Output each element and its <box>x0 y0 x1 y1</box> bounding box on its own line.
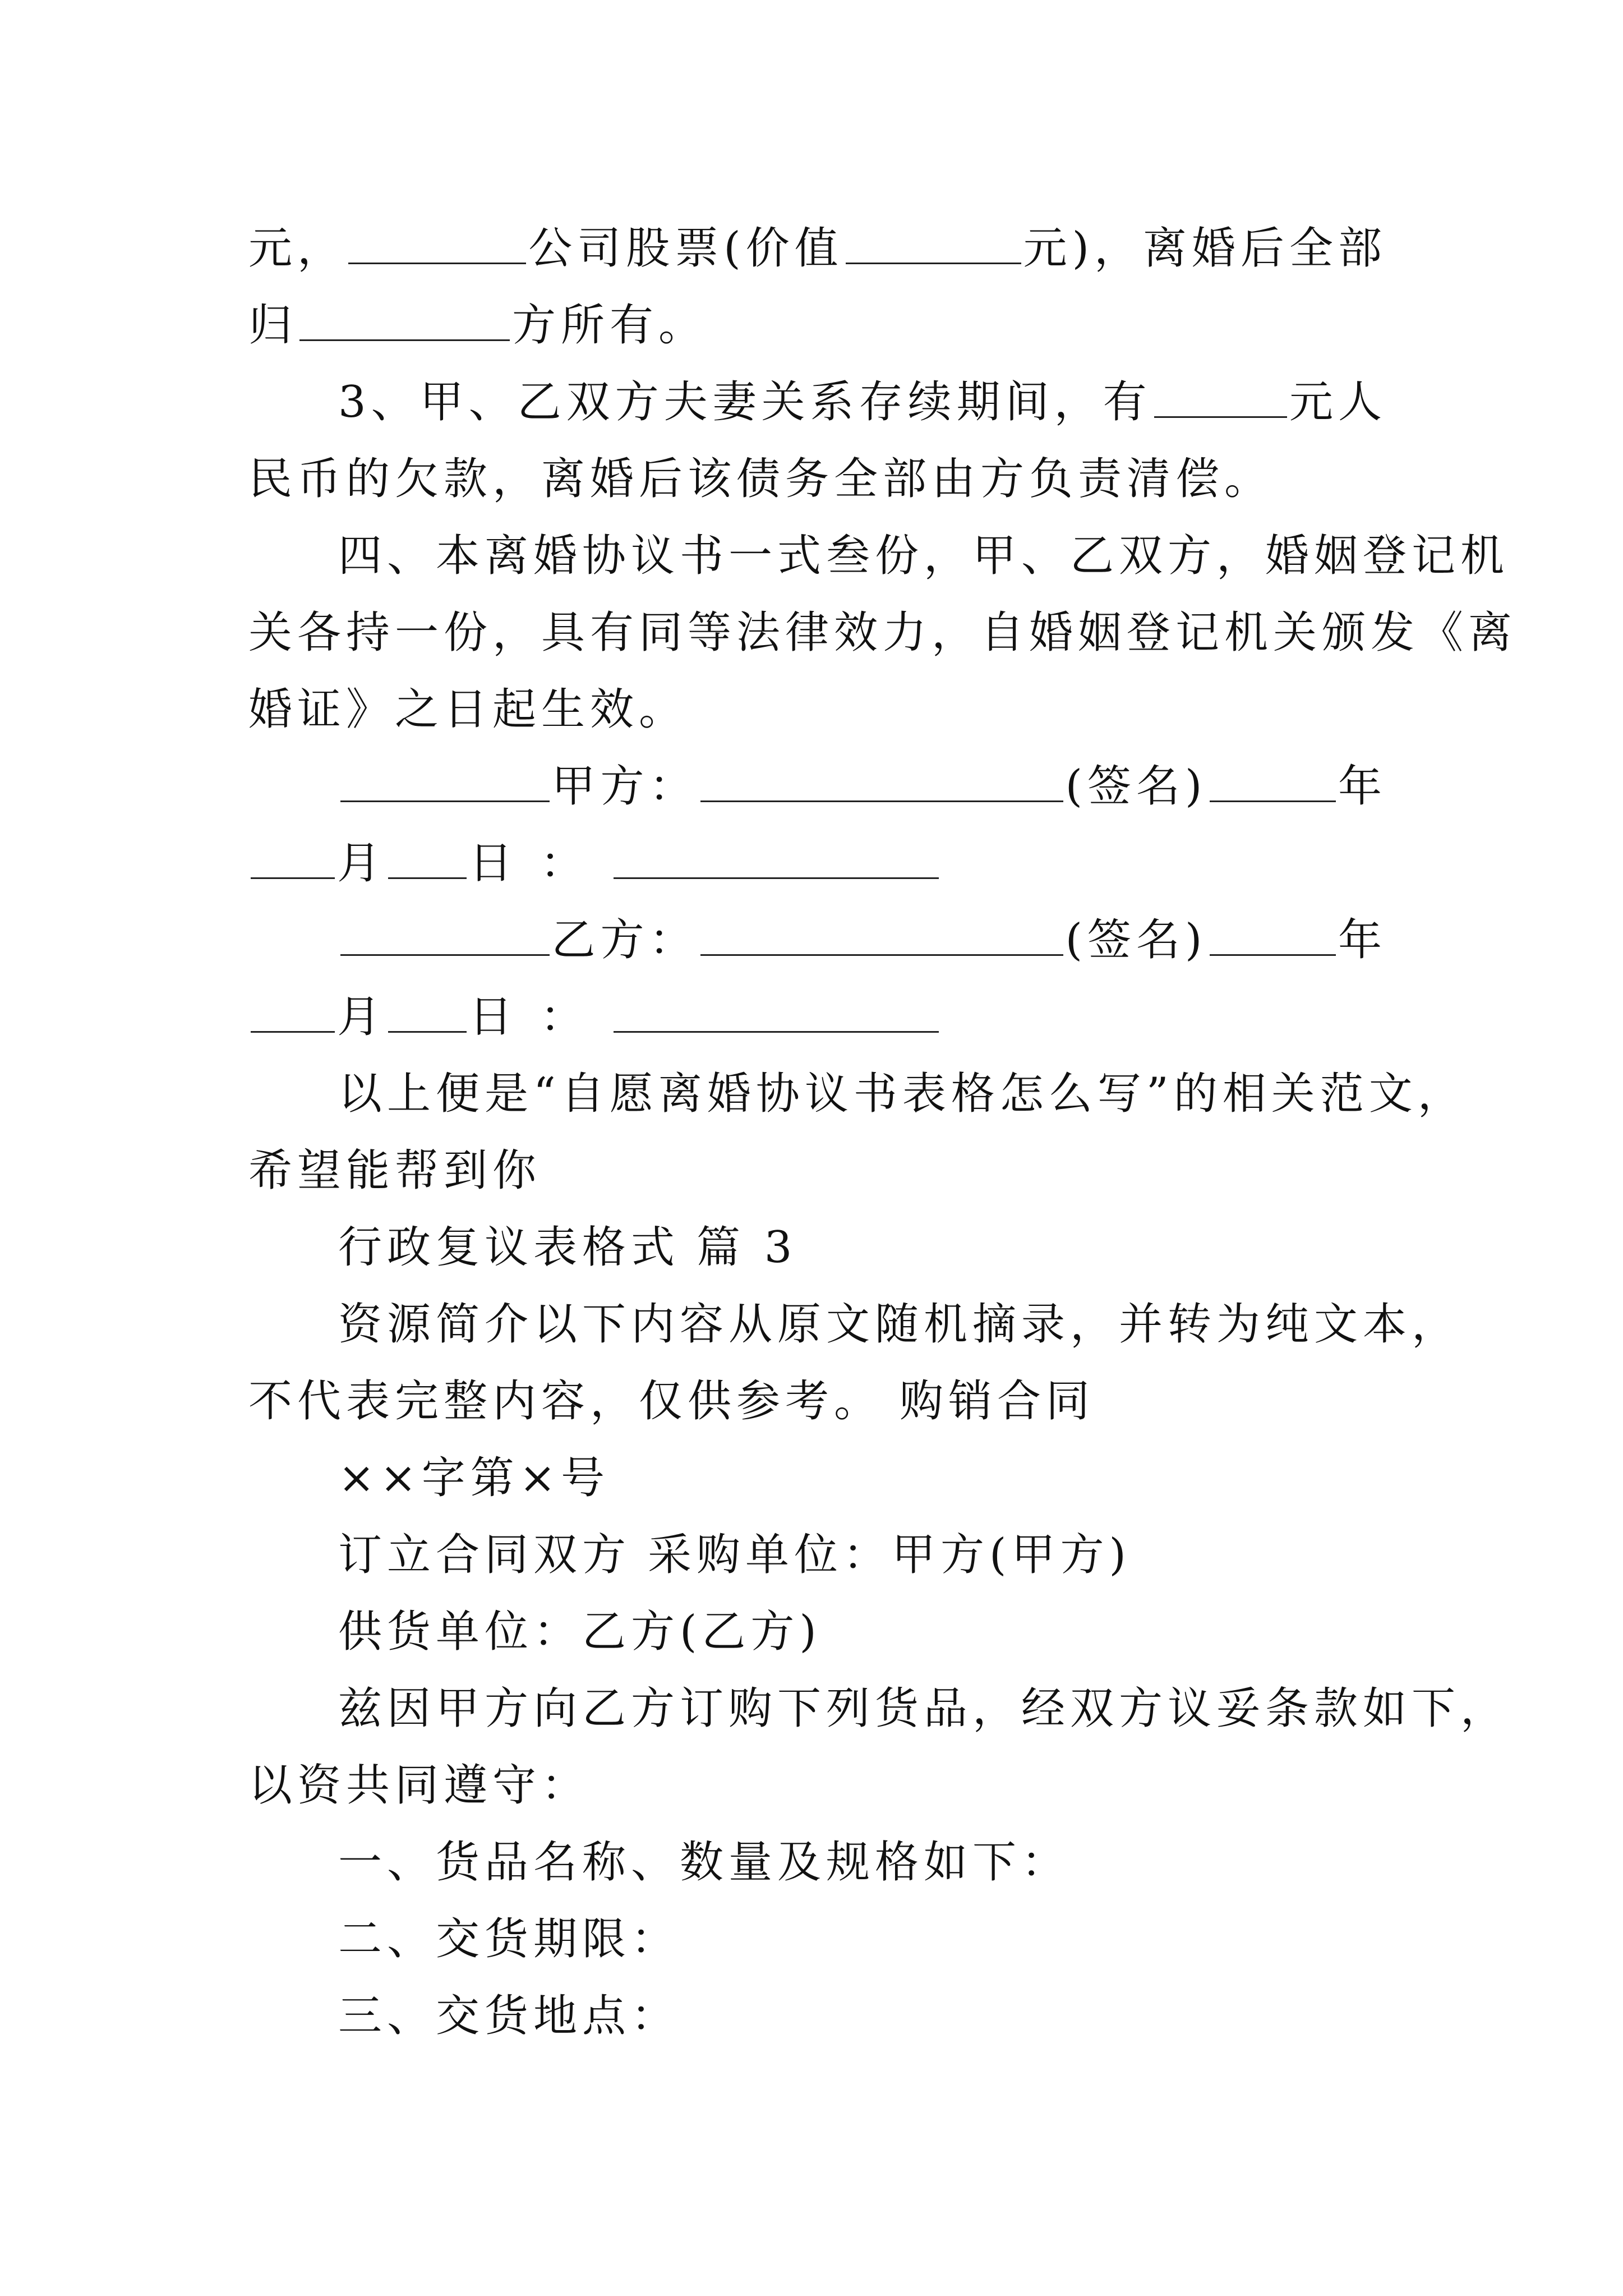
paragraph-line: 关各持一份，具有同等法律效力，自婚姻登记机关颁发《离 <box>248 608 1518 658</box>
text: 日 <box>469 992 518 1042</box>
date-line-b <box>248 979 1387 1056</box>
text: 元， <box>248 223 347 274</box>
section-title <box>248 1209 1387 1286</box>
text: 采购单位：甲方(甲方) <box>648 1530 1131 1580</box>
fill-blank <box>251 997 335 1033</box>
fill-blank <box>299 306 510 341</box>
text: 行政复议表格式 <box>338 1222 680 1273</box>
text: 甲方： <box>551 761 698 812</box>
fill-blank <box>614 997 939 1033</box>
paragraph-line: 二、交货期限： <box>338 1914 680 1964</box>
fill-blank <box>340 767 550 802</box>
text: 元人 <box>1289 377 1387 427</box>
text: 不代表完整内容，仅供参考。 <box>248 1376 883 1427</box>
paragraph-line <box>248 1363 1387 1440</box>
document-page <box>248 210 1518 2055</box>
paragraph-line: 以资共同遵守： <box>248 1760 591 1811</box>
fill-blank <box>388 844 467 879</box>
paragraph-line <box>248 364 1387 441</box>
paragraph-line <box>248 1286 1461 1363</box>
fill-blank <box>700 767 1063 802</box>
fill-blank <box>614 844 939 879</box>
text: (签名) <box>1065 915 1207 965</box>
paragraph-line: 兹因甲方向乙方订购下列货品，经双方议妥条款如下， <box>338 1683 1510 1734</box>
paragraph-line: 婚证》之日起生效。 <box>248 684 688 735</box>
text: 月 <box>337 992 386 1042</box>
paragraph-line <box>248 287 1387 364</box>
fill-blank <box>340 921 550 956</box>
paragraph-line <box>248 210 1387 287</box>
signature-line-b <box>248 902 1387 979</box>
text: 订立合同双方 <box>338 1530 631 1580</box>
paragraph-line: 民币的欠款，离婚后该债务全部由方负责清偿。 <box>248 454 1274 504</box>
paragraph-line <box>248 1517 1387 1594</box>
signature-line-a <box>248 748 1387 825</box>
text: ： <box>540 992 589 1042</box>
text: ： <box>540 838 589 889</box>
text: (签名) <box>1065 761 1207 812</box>
text: 元)，离婚后全部 <box>1023 223 1387 274</box>
text: 方所有。 <box>512 300 708 351</box>
text: 乙方： <box>551 915 698 965</box>
text: 资源简介 <box>338 1299 534 1350</box>
fill-blank <box>1210 767 1336 802</box>
fill-blank <box>1154 383 1287 418</box>
fill-blank <box>700 921 1063 956</box>
text: 3、甲、乙双方夫妻关系存续期间，有 <box>338 377 1152 427</box>
paragraph-line: 一、货品名称、数量及规格如下： <box>338 1837 1071 1888</box>
text: 日 <box>469 838 518 889</box>
date-line-a <box>248 825 1387 902</box>
paragraph-line: 四、本离婚协议书一式叁份，甲、乙双方，婚姻登记机 <box>338 531 1510 581</box>
fill-blank <box>846 229 1021 264</box>
fill-blank <box>388 997 467 1033</box>
text: 年 <box>1338 761 1387 812</box>
paragraph-line: 希望能帮到你 <box>248 1145 542 1196</box>
text: 年 <box>1338 915 1387 965</box>
text: 以下内容从原文随机摘录，并转为纯文本， <box>533 1299 1461 1350</box>
text: 归 <box>248 300 298 351</box>
text: 购销合同 <box>900 1376 1095 1427</box>
paragraph-line: 三、交货地点： <box>338 1991 680 2041</box>
paragraph-line: 以上便是“自愿离婚协议书表格怎么写”的相关范文， <box>338 1069 1467 1119</box>
text: 月 <box>337 838 386 889</box>
paragraph-line: ××字第×号 <box>338 1453 610 1503</box>
text: 公司股票(价值 <box>528 223 843 274</box>
text: 篇 3 <box>697 1222 797 1273</box>
paragraph-line: 供货单位：乙方(乙方) <box>338 1607 822 1657</box>
fill-blank <box>348 229 526 264</box>
fill-blank <box>251 844 335 879</box>
fill-blank <box>1210 921 1336 956</box>
